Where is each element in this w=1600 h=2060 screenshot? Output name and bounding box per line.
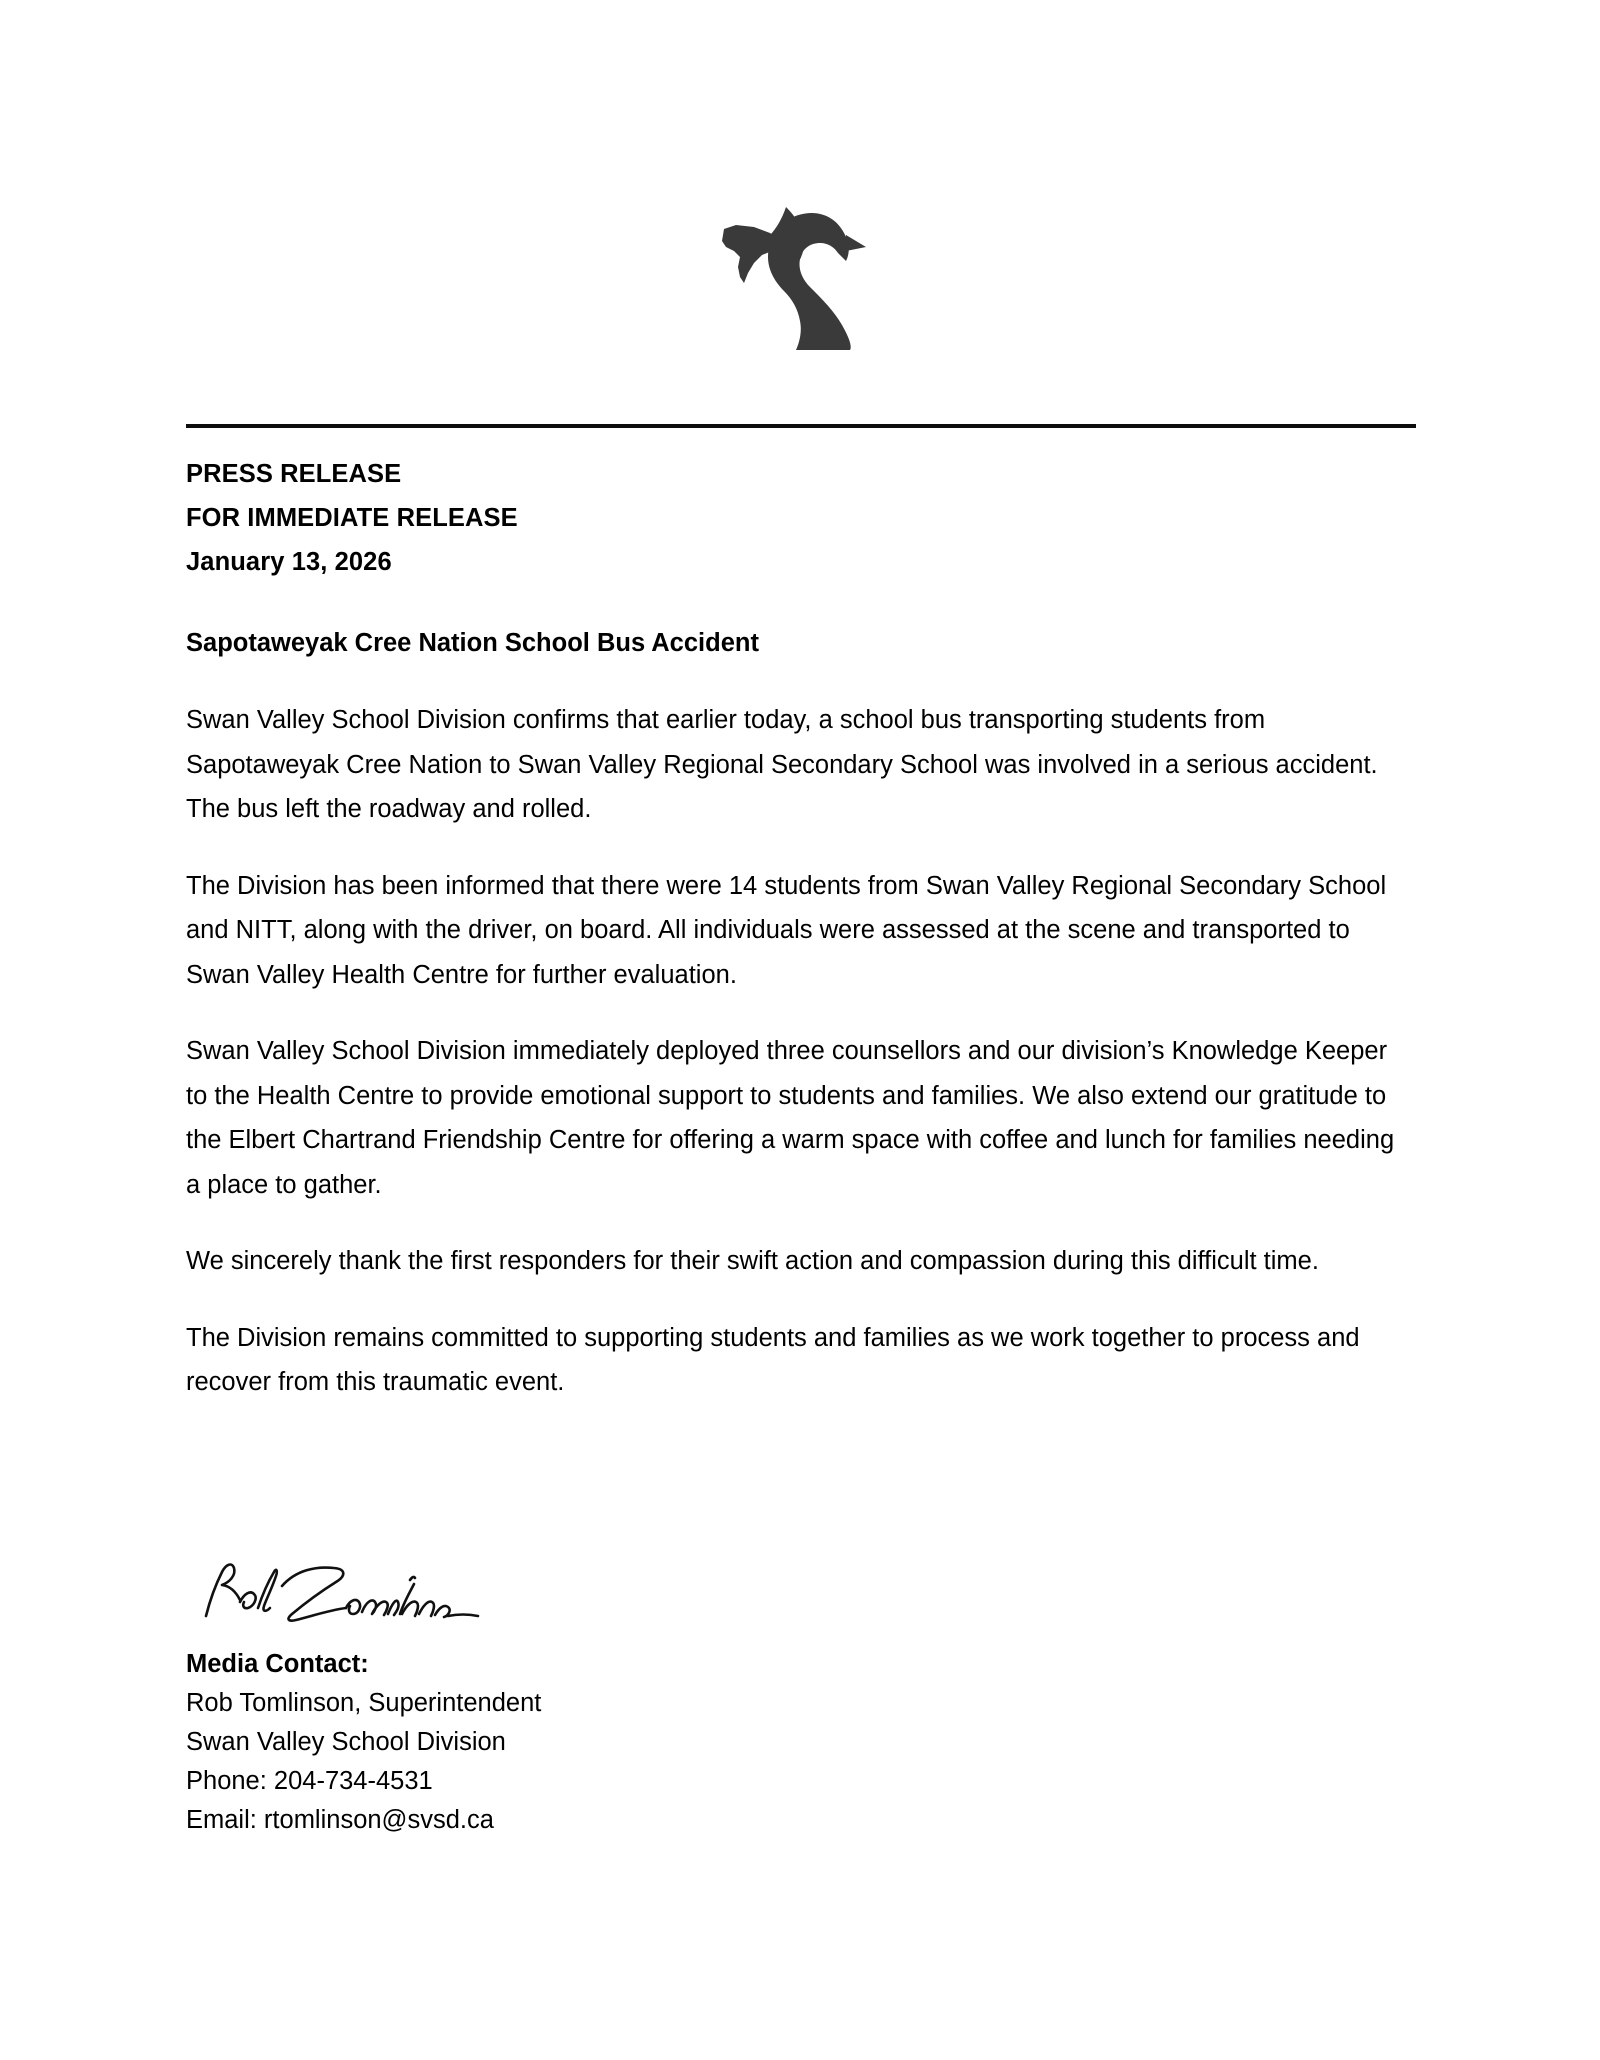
media-contact-block	[186, 1645, 886, 1840]
release-date: January 13, 2026	[186, 548, 392, 576]
media-contact-heading: Media Contact:	[186, 1650, 369, 1678]
handwritten-signature-icon	[196, 1552, 496, 1642]
contact-phone: Phone: 204-734-4531	[186, 1767, 433, 1795]
swan-logo-icon	[700, 185, 900, 350]
header-divider	[186, 424, 1416, 428]
release-timing-label: FOR IMMEDIATE RELEASE	[186, 504, 518, 532]
contact-name-title: Rob Tomlinson, Superintendent	[186, 1689, 542, 1717]
press-release-label: PRESS RELEASE	[186, 460, 402, 488]
document-body	[186, 452, 1410, 1405]
paragraph-3: Swan Valley School Division immediately deployed three counsellors and our division’s Knowledge Keeper to the Health Centre to provide emotional support to students and families. We also extend our gratitude to the Elbert Chartrand Friendship Centre for offering a warm space with coffee and lunch for families needing a place to gather.	[186, 1037, 1395, 1199]
page-title: Sapotaweyak Cree Nation School Bus Accident	[186, 629, 759, 657]
paragraph-4: We sincerely thank the first responders for their swift action and compassion during this difficult time.	[186, 1247, 1319, 1275]
paragraph-1: Swan Valley School Division confirms that earlier today, a school bus transporting students from Sapotaweyak Cree Nation to Swan Valley Regional Secondary School was involved in a serious accident. The bus left the roadway and rolled.	[186, 706, 1378, 823]
contact-organization: Swan Valley School Division	[186, 1728, 506, 1756]
paragraph-5: The Division remains committed to supporting students and families as we work together to process and recover from this traumatic event.	[186, 1323, 1360, 1396]
contact-email: Email: rtomlinson@svsd.ca	[186, 1806, 494, 1834]
paragraph-2: The Division has been informed that there were 14 students from Swan Valley Regional Secondary School and NITT, along with the driver, on board. All individuals were assessed at the scene and transported to Swan Valley Health Centre for further evaluation.	[186, 871, 1387, 989]
